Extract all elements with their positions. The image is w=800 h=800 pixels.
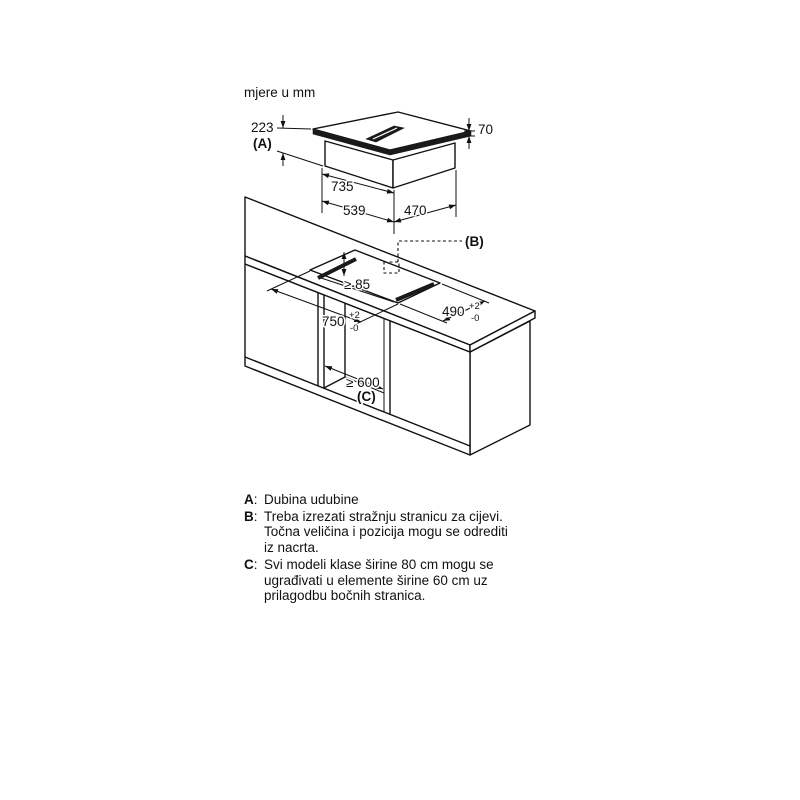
height-extension-top (277, 128, 311, 129)
rear-panel-reference-label: (B) (465, 234, 484, 249)
body-depth-dimension-label: 539 (343, 203, 366, 218)
cutout-depth-label: 490 (442, 304, 465, 319)
cutout-depth-tolerance-plus: +2 (469, 301, 480, 312)
legend-item-a (244, 492, 508, 508)
clearance-dimension-label: ≥ 85 (344, 277, 371, 292)
legend-line: Točna veličina i pozicija mogu se odrediti (264, 524, 508, 539)
legend-key-separator: : (253, 557, 258, 572)
legend-key (244, 509, 264, 556)
cutout-width-tolerance-plus: +2 (349, 310, 360, 321)
legend-line: Treba izrezati stražnju stranicu za cijevi. (264, 508, 503, 524)
cabinet-width-label: ≥ 600 (346, 375, 380, 390)
cutout-width-label: 750 (322, 314, 345, 329)
thickness-dimension-label: 70 (478, 122, 494, 137)
legend-key-separator: : (253, 508, 258, 524)
cutout-width-tolerance-minus: -0 (350, 323, 359, 334)
legend-line: Svi modeli klase širine 80 cm mogu se (264, 557, 494, 572)
units-note: mjere u mm (244, 85, 316, 100)
legend-line: prilagodbu bočnih stranica. (264, 588, 426, 603)
legend-key (244, 492, 264, 508)
height-dimension-label: 223 (251, 120, 274, 135)
cutout-depth-tolerance-minus: -0 (471, 313, 480, 324)
rear-depth-dimension-label: 470 (404, 203, 427, 218)
legend-key-letter: B (244, 508, 254, 524)
legend-line: Dubina udubine (264, 492, 359, 507)
height-extension-bottom (277, 151, 323, 166)
height-reference-label: (A) (253, 136, 272, 151)
legend-key-letter: C (244, 557, 254, 572)
legend-text (264, 509, 508, 556)
width-dimension-label: 735 (331, 179, 354, 194)
legend-line: ugrađivati u elemente širine 60 cm uz (264, 572, 488, 588)
rear-panel-leader-line (398, 241, 462, 262)
legend (244, 492, 508, 604)
legend-key (244, 557, 264, 604)
legend-item-b (244, 509, 508, 556)
legend-key-separator: : (253, 492, 258, 507)
legend-text (264, 492, 359, 508)
legend-item-c (244, 557, 508, 604)
cooktop-drawing (313, 112, 471, 188)
legend-key-letter: A (244, 492, 254, 507)
legend-text (264, 557, 494, 604)
cabinet-reference-label: (C) (357, 389, 376, 404)
legend-line: iz nacrta. (264, 539, 319, 555)
